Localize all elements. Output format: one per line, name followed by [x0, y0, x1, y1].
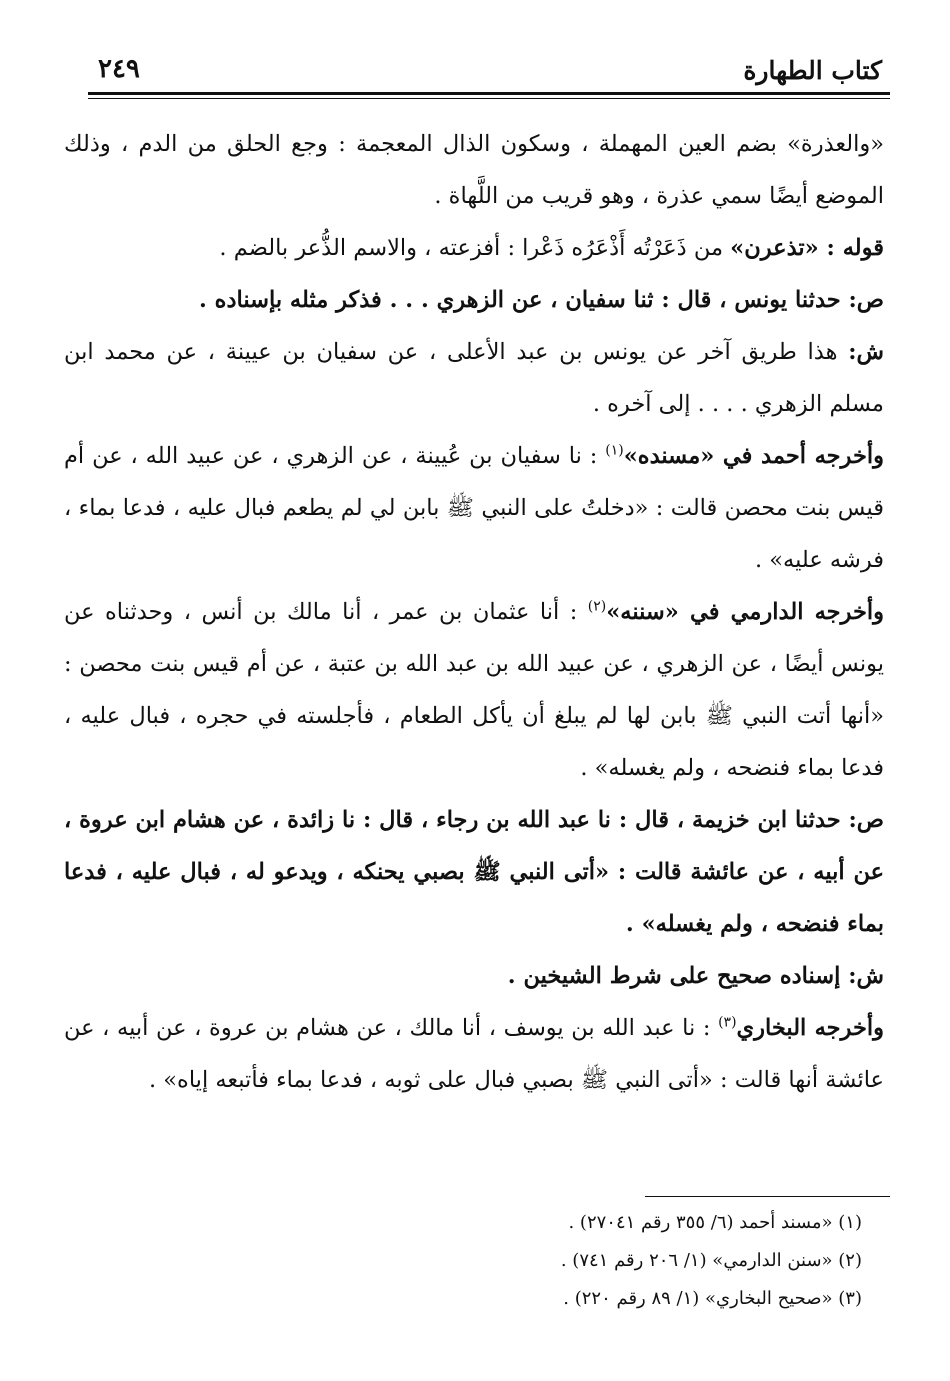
- bold-text: ص: حدثنا يونس ، قال : ثنا سفيان ، عن الزهري . . . فذكر مثله بإسناده .: [199, 287, 884, 313]
- footnote-reference[interactable]: (١): [605, 442, 624, 459]
- bold-text: ص: حدثنا ابن خزيمة ، قال : نا عبد الله بن رجاء ، قال : نا زائدة ، عن هشام ابن عروة ، عن أبيه ، عن عائشة قالت : «أتى النبي ﷺ بصبي يحنكه ، ويدعو له ، فبال عليه ، فدعا بماء فنضحه ، ولم يغسله» .: [64, 807, 884, 937]
- footnote-reference[interactable]: (٣): [718, 1014, 737, 1031]
- paragraph: [64, 326, 884, 430]
- footnote: (٣) «صحيح البخاري» (١/ ٨٩ رقم ٢٢٠) .: [563, 1288, 862, 1309]
- header-rule-thick: [88, 92, 890, 95]
- paragraph: [64, 118, 884, 222]
- paragraph: [64, 1002, 884, 1106]
- footnote-reference[interactable]: (٢): [587, 598, 607, 615]
- paragraph: [64, 586, 884, 794]
- text-segment: : أنا عثمان بن عمر ، أنا مالك بن أنس ، وحدثناه عن يونس أيضًا ، عن الزهري ، عن عبيد الله بن عبد الله بن عتبة ، عن أم قيس بنت محصن : «أنها أتت النبي ﷺ بابن لها لم يبلغ أن يأكل الطعام ، فأجلسته في حجره ، فبال عليه ، فدعا بماء فنضحه ، ولم يغسله» .: [64, 599, 884, 781]
- bold-text: وأخرجه أحمد في «مسنده»: [623, 443, 884, 469]
- bold-text: ش: إسناده صحيح على شرط الشيخين .: [507, 963, 884, 989]
- text-segment: «والعذرة» بضم العين المهملة ، وسكون الذال المعجمة : وجع الحلق من الدم ، وذلك الموضع أيضًا سمي عذرة ، وهو قريب من اللَّهاة .: [64, 131, 884, 209]
- footnotes: [262, 1204, 862, 1318]
- text-segment: من ذَعَرْتُه أَذْعَرُه ذَعْرا : أفزعته ، والاسم الذُّعر بالضم .: [219, 235, 731, 261]
- paragraph: [64, 430, 884, 586]
- paragraph: [64, 794, 884, 950]
- footnote-separator: [645, 1196, 890, 1197]
- running-title: كتاب الطهارة: [743, 56, 882, 85]
- bold-text: وأخرجه البخاري: [736, 1015, 884, 1041]
- paragraph: [64, 950, 884, 1002]
- paragraph: [64, 222, 884, 274]
- bold-text: قوله : «تذعرن»: [730, 235, 884, 261]
- main-text: [64, 118, 884, 1106]
- text-segment: : نا سفيان بن عُيينة ، عن الزهري ، عن عبيد الله ، عن أم قيس بنت محصن قالت : «دخلتُ على النبي ﷺ بابن لي لم يطعم فبال عليه ، فدعا بماء ، فرشه عليه» .: [64, 443, 884, 573]
- bold-text: ش:: [848, 339, 884, 365]
- paragraph: [64, 274, 884, 326]
- text-segment: : نا عبد الله بن يوسف ، أنا مالك ، عن هشام بن عروة ، عن أبيه ، عن عائشة أنها قالت : «أتى النبي ﷺ بصبي فبال على ثوبه ، فدعا بماء فأتبعه إياه» .: [64, 1015, 884, 1093]
- footnote: (٢) «سنن الدارمي» (١/ ٢٠٦ رقم ٧٤١) .: [560, 1250, 862, 1271]
- page-header: [88, 50, 890, 96]
- page-number: ٢٤٩: [98, 54, 140, 84]
- footnote: (١) «مسند أحمد (٦/ ٣٥٥ رقم ٢٧٠٤١) .: [568, 1212, 862, 1233]
- bold-text: وأخرجه الدارمي في «سننه»: [606, 599, 884, 625]
- header-rule-thin: [88, 98, 890, 99]
- text-segment: هذا طريق آخر عن يونس بن عبد الأعلى ، عن سفيان بن عيينة ، عن محمد ابن مسلم الزهري . . . . إلى آخره .: [64, 339, 884, 417]
